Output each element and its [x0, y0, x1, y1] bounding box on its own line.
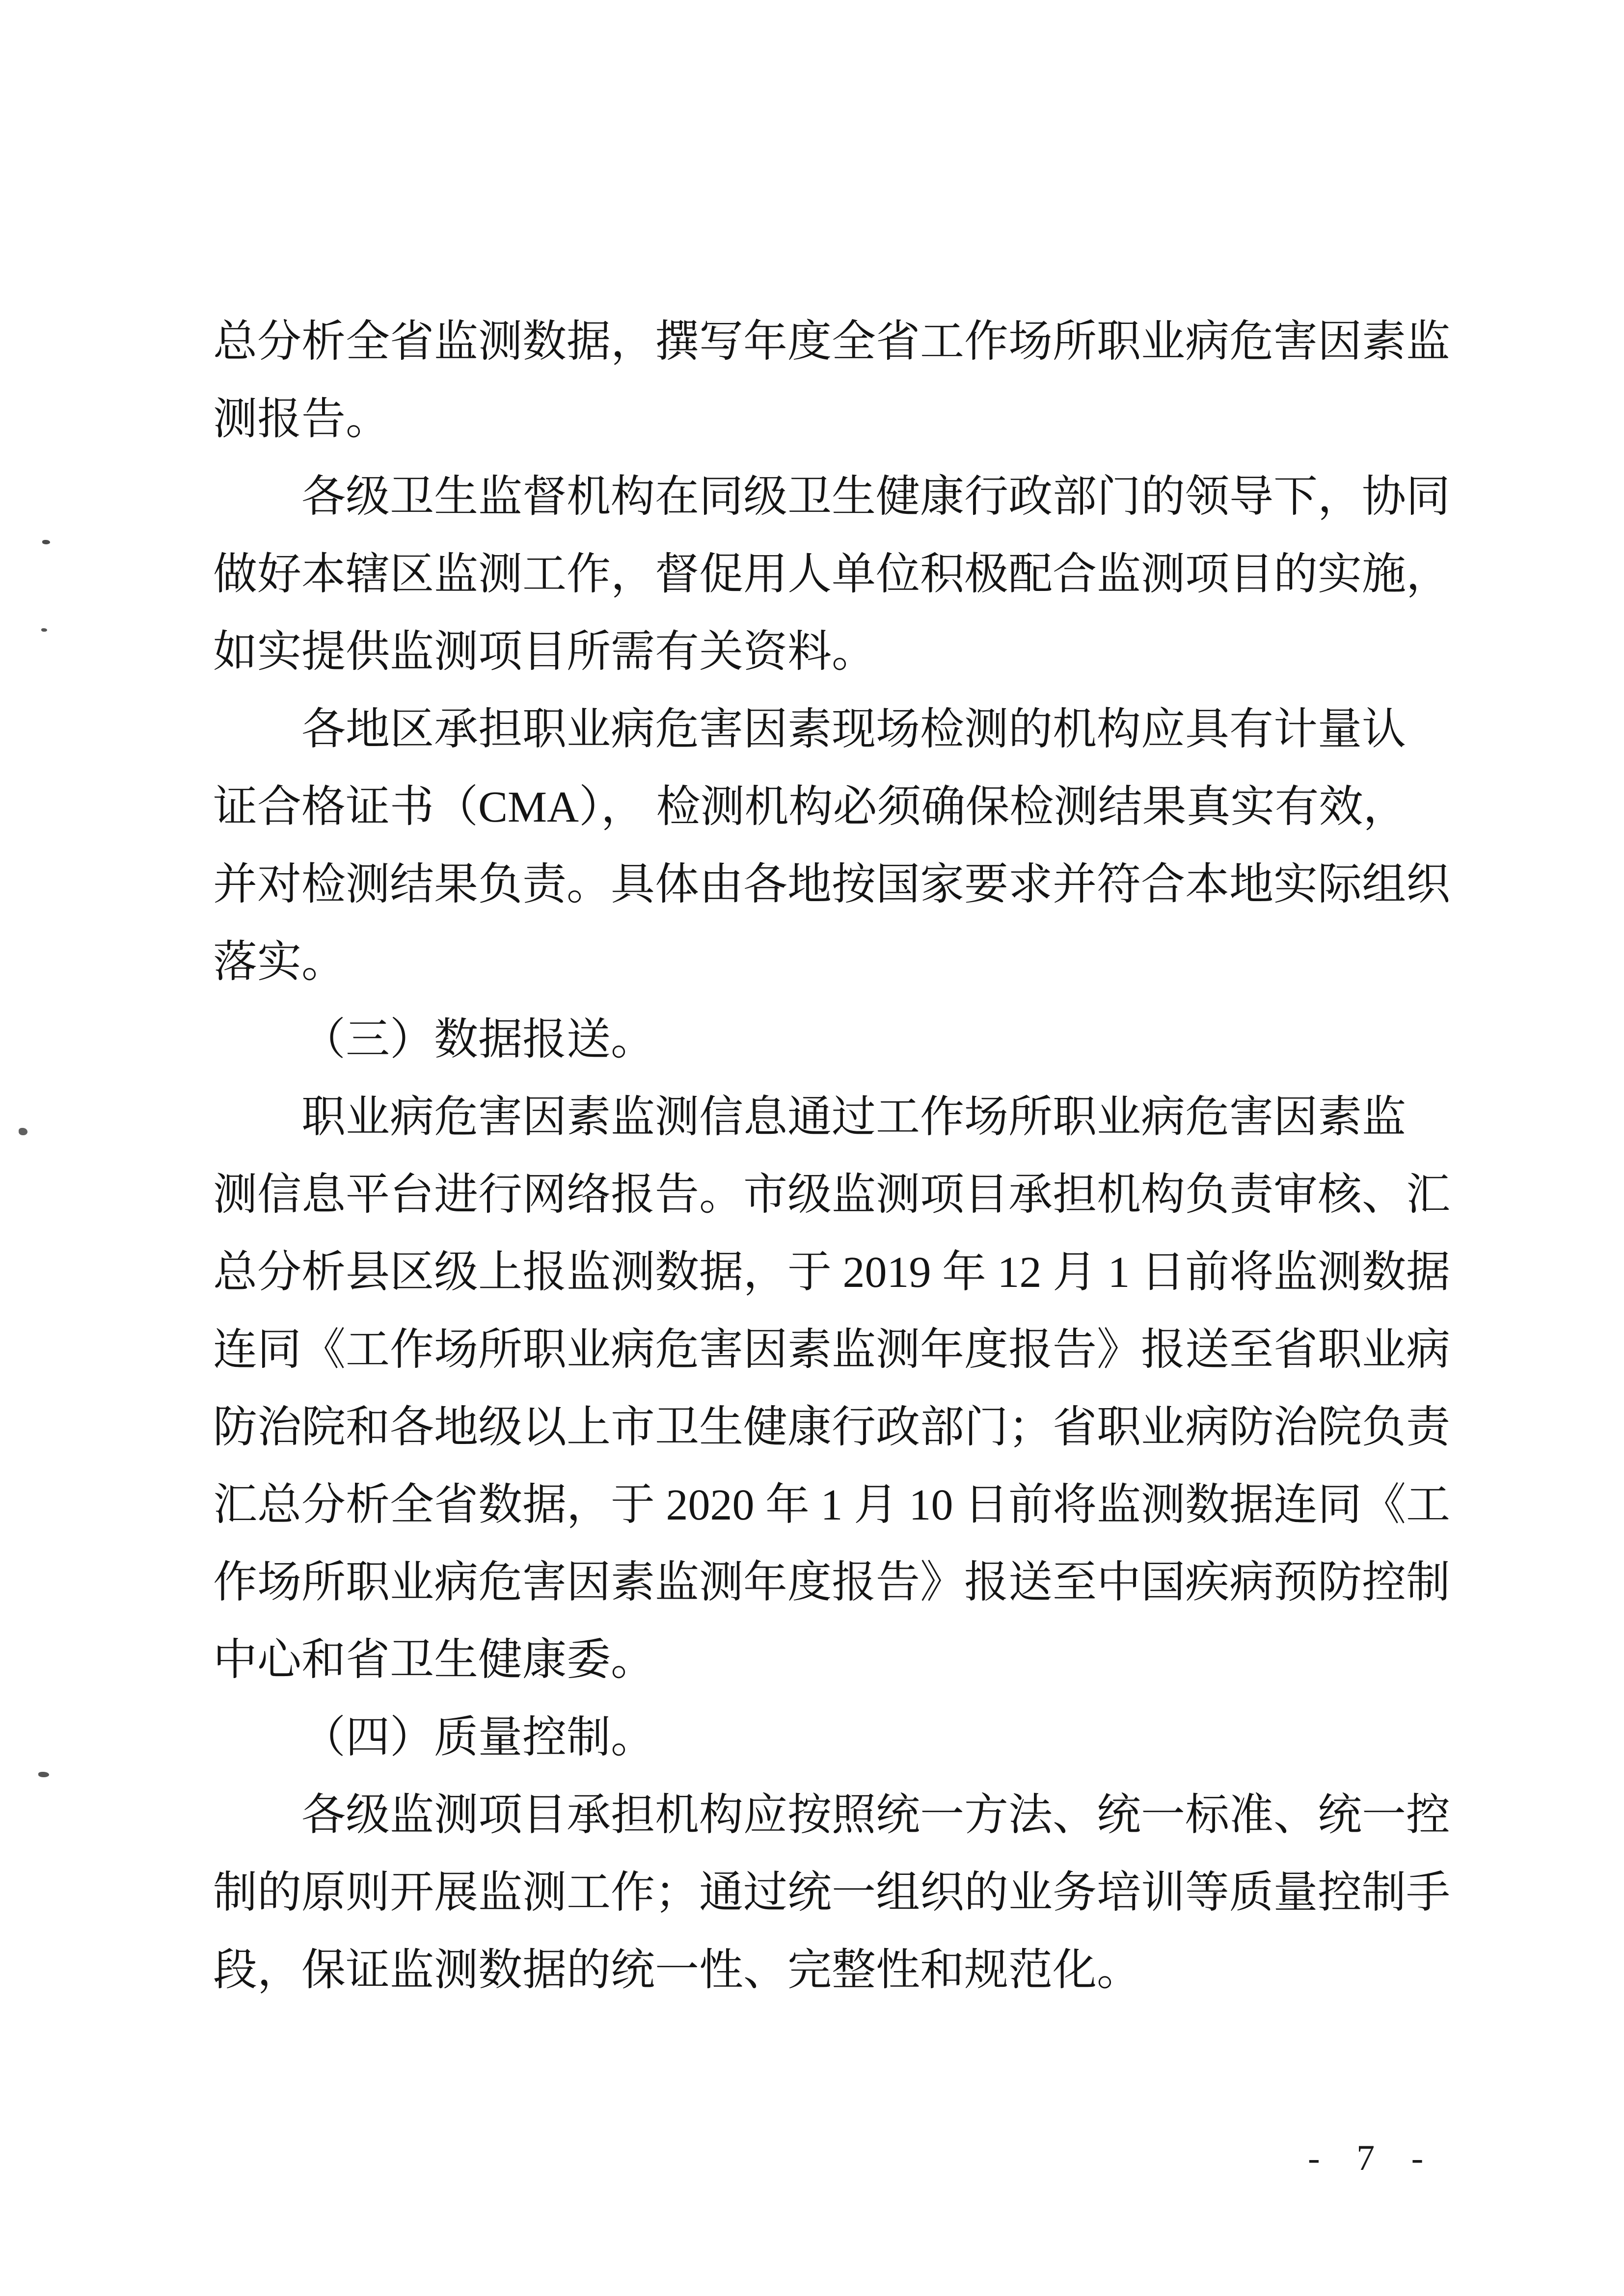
- text-line: 各地区承担职业病危害因素现场检测的机构应具有计量认: [301, 705, 1406, 754]
- text-line: 如实提供监测项目所需有关资料。: [213, 628, 876, 676]
- text-line: 作场所职业病危害因素监测年度报告》报送至中国疾病预防控制: [213, 1558, 1450, 1607]
- text-line: 做好本辖区监测工作，督促用人单位积极配合监测项目的实施，: [213, 550, 1450, 599]
- text-line: （三）数据报送。: [301, 1015, 655, 1064]
- text-line: 职业病危害因素监测信息通过工作场所职业病危害因素监: [301, 1093, 1406, 1142]
- text-line: 总分析县区级上报监测数据，于 2019 年 12 月 1 日前将监测数据: [213, 1248, 1450, 1297]
- text-line: 汇总分析全省数据，于 2020 年 1 月 10 日前将监测数据连同《工: [213, 1481, 1450, 1529]
- scan-speck: [19, 1128, 27, 1135]
- text-line: 总分析全省监测数据，撰写年度全省工作场所职业病危害因素监: [213, 318, 1450, 366]
- text-line: 并对检测结果负责。具体由各地按国家要求并符合本地实际组织: [213, 860, 1450, 909]
- text-line: 各级卫生监督机构在同级卫生健康行政部门的领导下，协同: [301, 473, 1450, 521]
- text-line: 制的原则开展监测工作；通过统一组织的业务培训等质量控制手: [213, 1869, 1450, 1917]
- text-line: 证合格证书（CMA）， 检测机构必须确保检测结果真实有效，: [213, 783, 1407, 831]
- text-line: 测信息平台进行网络报告。市级监测项目承担机构负责审核、汇: [213, 1171, 1450, 1219]
- document-body: [213, 303, 1470, 2009]
- scan-speck: [41, 628, 47, 632]
- text-line: 防治院和各地级以上市卫生健康行政部门；省职业病防治院负责: [213, 1403, 1450, 1452]
- text-line: 各级监测项目承担机构应按照统一方法、统一标准、统一控: [301, 1791, 1450, 1840]
- page-number: - 7 -: [1308, 2138, 1437, 2178]
- text-line: 段，保证监测数据的统一性、完整性和规范化。: [213, 1946, 1141, 1995]
- text-line: （四）质量控制。: [301, 1713, 655, 1762]
- scan-speck: [38, 1772, 49, 1777]
- text-line: 中心和省卫生健康委。: [213, 1636, 655, 1684]
- text-line: 测报告。: [213, 395, 390, 444]
- scan-speck: [42, 540, 50, 544]
- text-line: 落实。: [213, 938, 346, 987]
- text-line: 连同《工作场所职业病危害因素监测年度报告》报送至省职业病: [213, 1326, 1450, 1374]
